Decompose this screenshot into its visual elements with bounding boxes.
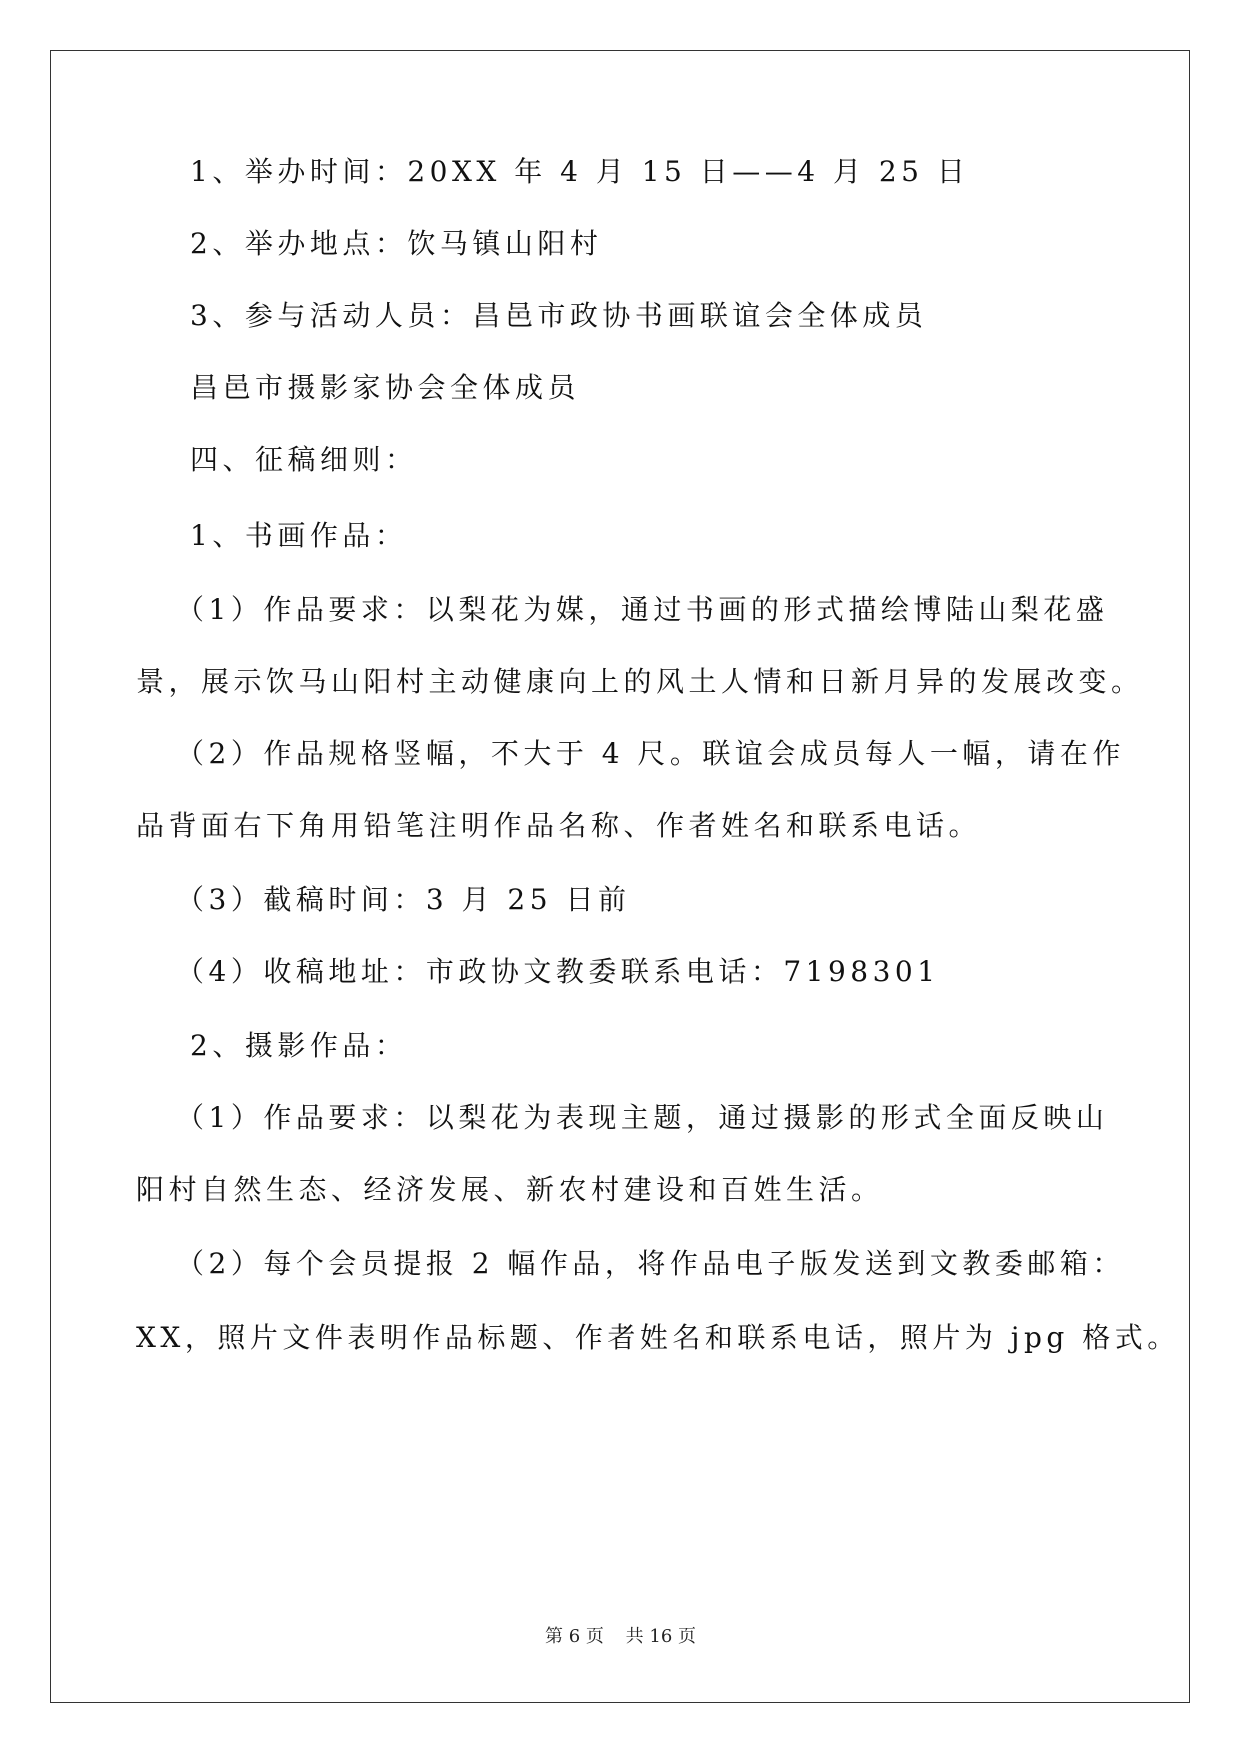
page-footer	[0, 1624, 1241, 1650]
text-line: 景，展示饮马山阳村主动健康向上的风土人情和日新月异的发展改变。	[136, 665, 1144, 698]
subsection-heading: 1、书画作品：	[190, 519, 408, 552]
page-number: 第 6 页	[545, 1626, 604, 1647]
text-line: （1）作品要求：以梨花为表现主题，通过摄影的形式全面反映山	[176, 1101, 1109, 1134]
page-total: 共 16 页	[625, 1626, 696, 1647]
subsection-heading: 2、摄影作品：	[190, 1029, 408, 1062]
text-line: （2）作品规格竖幅，不大于 4 尺。联谊会成员每人一幅，请在作	[176, 737, 1125, 770]
text-line: （4）收稿地址：市政协文教委联系电话：7198301	[176, 955, 940, 988]
text-line: 品背面右下角用铅笔注明作品名称、作者姓名和联系电话。	[136, 809, 982, 842]
text-line: XX，照片文件表明作品标题、作者姓名和联系电话，照片为 jpg 格式。	[136, 1321, 1180, 1354]
text-line: 阳村自然生态、经济发展、新农村建设和百姓生活。	[136, 1173, 884, 1206]
text-line: （3）截稿时间：3 月 25 日前	[176, 883, 631, 916]
text-line: （1）作品要求：以梨花为媒，通过书画的形式描绘博陆山梨花盛	[176, 593, 1109, 626]
text-line: 昌邑市摄影家协会全体成员	[190, 371, 581, 404]
text-line: 1、举办时间：20XX 年 4 月 15 日——4 月 25 日	[190, 155, 970, 188]
section-heading: 四、征稿细则：	[190, 443, 418, 476]
text-line: （2）每个会员提报 2 幅作品，将作品电子版发送到文教委邮箱：	[176, 1247, 1125, 1280]
text-line: 3、参与活动人员：昌邑市政协书画联谊会全体成员	[190, 299, 928, 332]
text-line: 2、举办地点：饮马镇山阳村	[190, 227, 603, 260]
